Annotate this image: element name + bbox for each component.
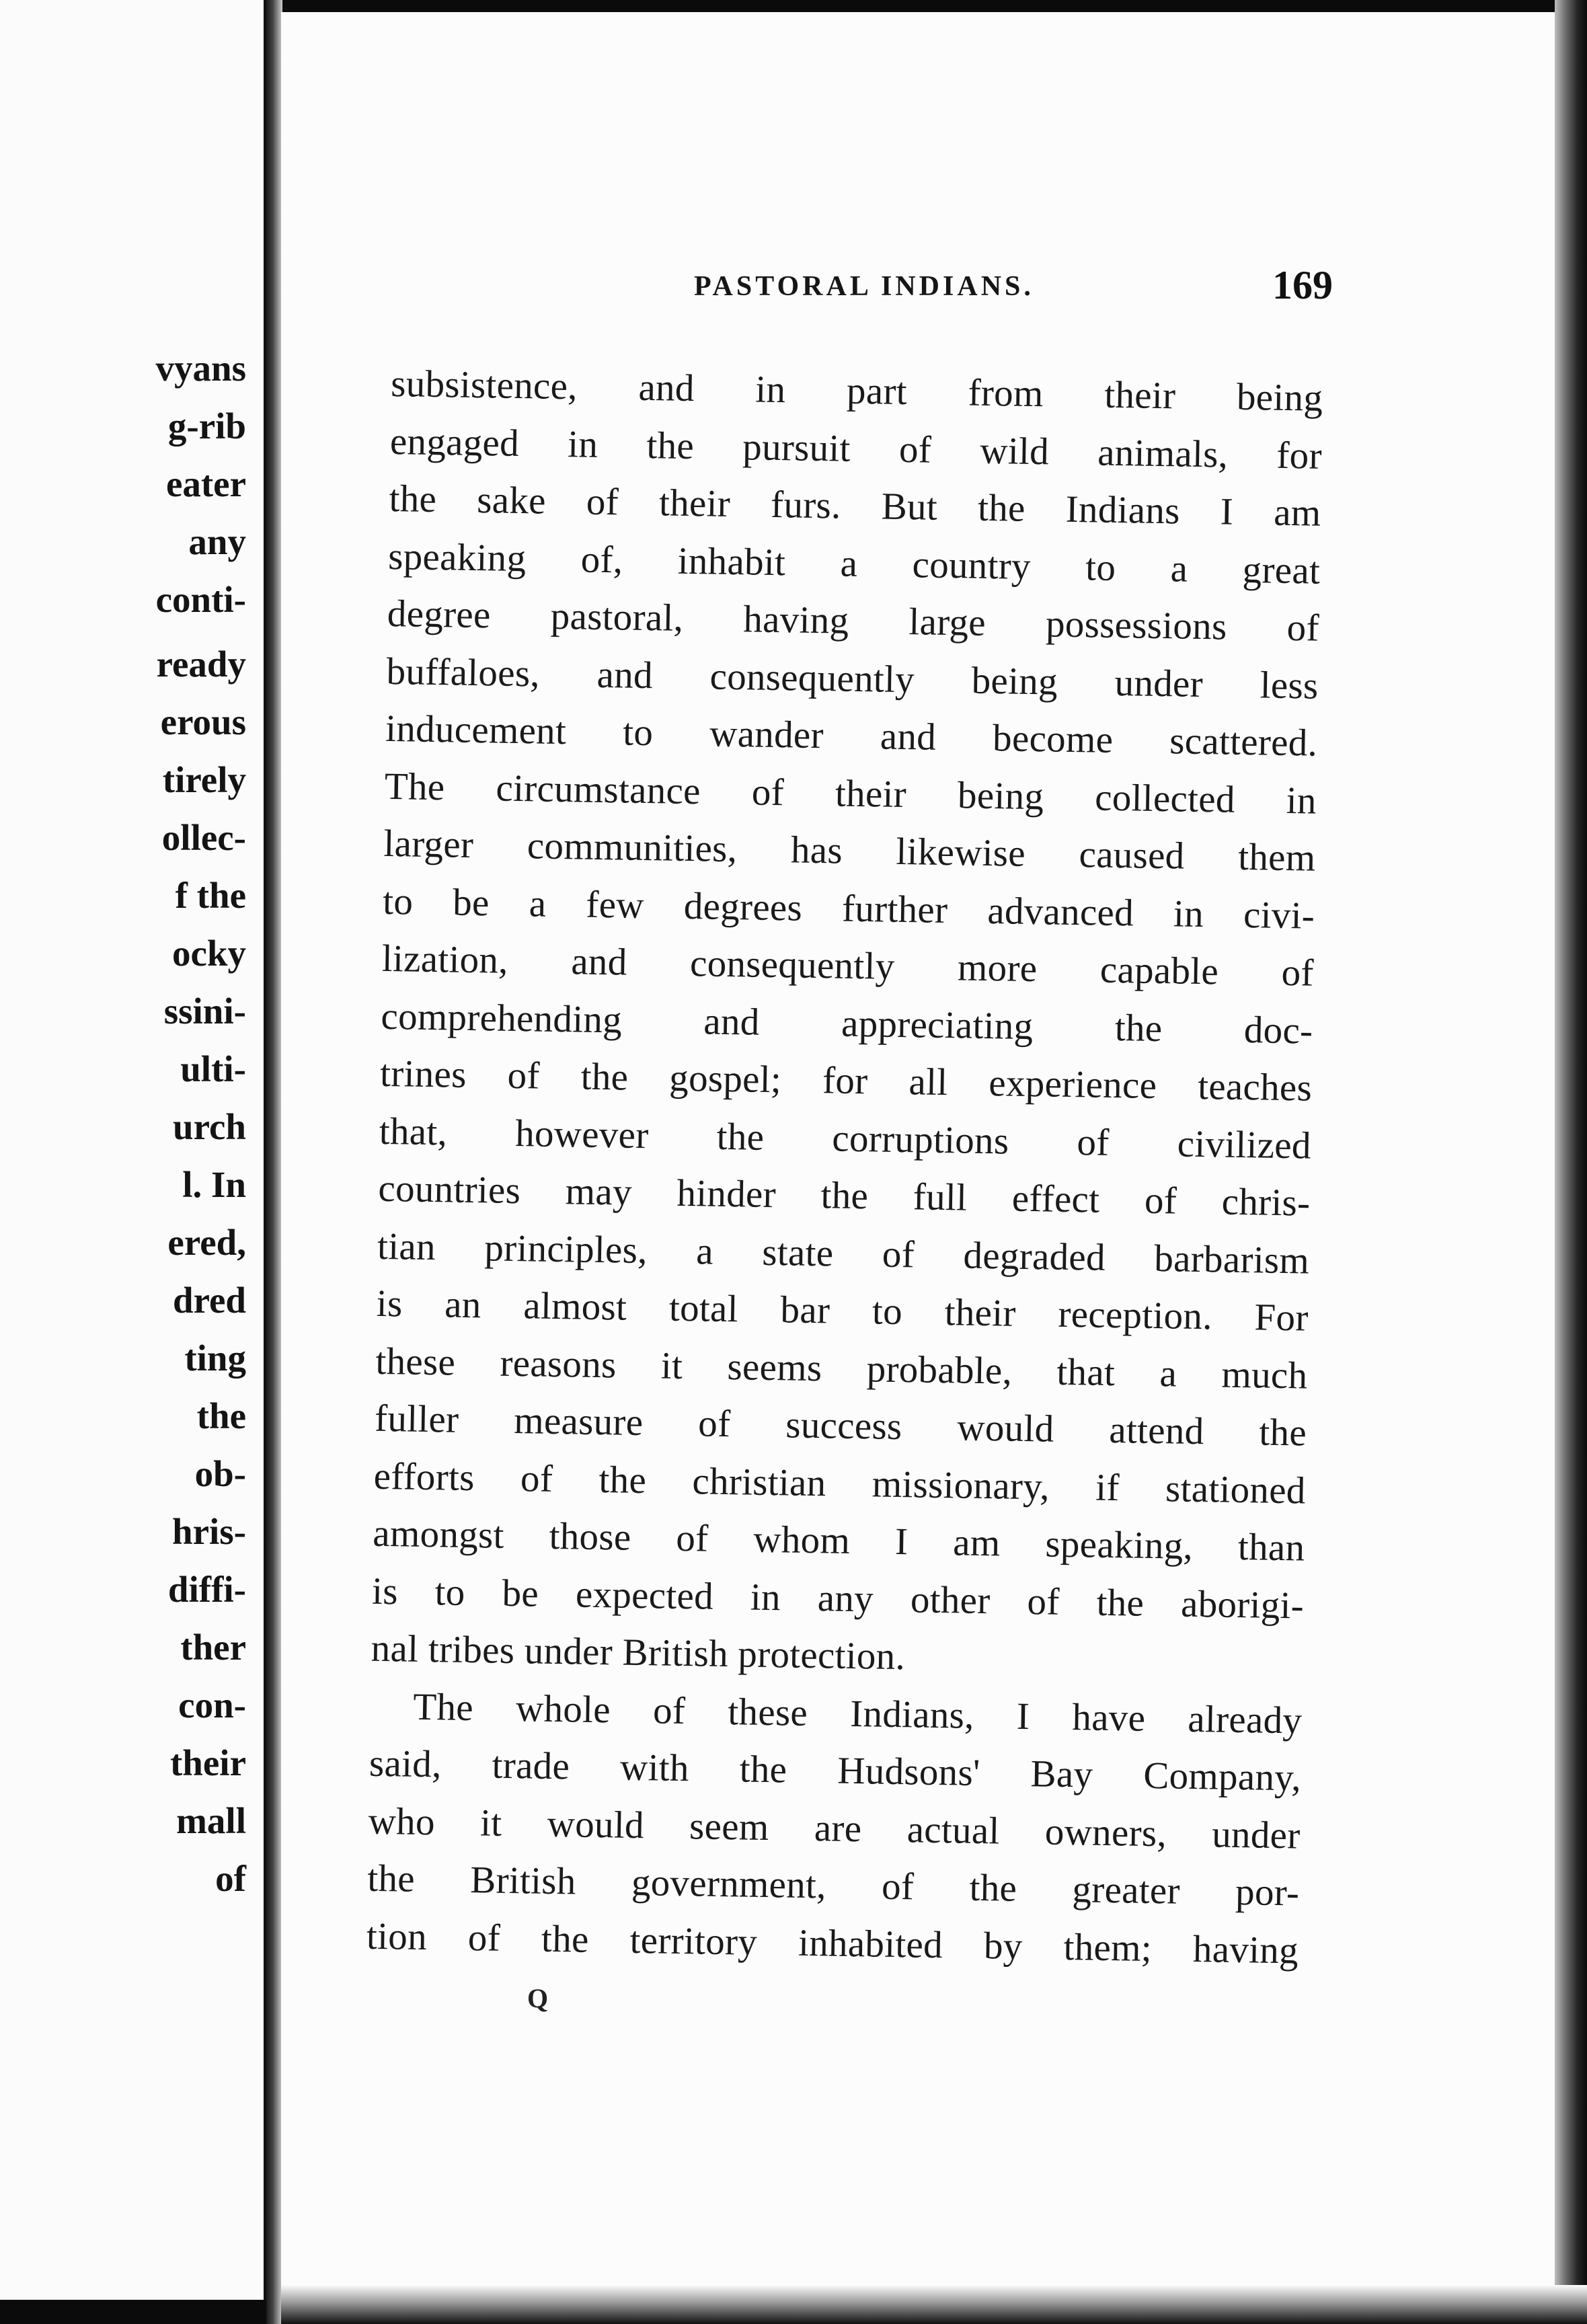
text-line: is an almost total bar to their reception. For (376, 1282, 1309, 1340)
book-gutter-shadow (266, 0, 282, 2324)
left-fragment: g-rib (167, 405, 246, 447)
left-fragment: tirely (162, 759, 246, 800)
left-fragment: con- (178, 1684, 246, 1726)
left-fragment: ther (180, 1627, 246, 1668)
text-line: buffaloes, and consequently being under less (386, 650, 1319, 707)
text-line: that, however the corruptions of civilized (379, 1110, 1312, 1167)
paragraph-first-line: The whole of these Indians, I have already (412, 1685, 1303, 1742)
left-fragment: diffi- (167, 1569, 246, 1610)
left-fragment: ulti- (180, 1048, 246, 1089)
text-line: who it would seem are actual owners, under (368, 1799, 1301, 1857)
left-fragment: ob- (194, 1453, 246, 1494)
text-line: trines of the gospel; for all experience teaches (379, 1052, 1313, 1110)
text-line: degree pastoral, having large possessions of (387, 592, 1320, 650)
left-fragment: dred (172, 1280, 246, 1321)
running-head: PASTORAL INDIANS. (694, 271, 1034, 302)
text-line: the sake of their furs. But the Indians I am (389, 477, 1321, 535)
text-line: the British government, of the greater por- (366, 1857, 1300, 1914)
text-line: inducement to wander and become scattered. (385, 707, 1318, 765)
left-facing-page (0, 0, 268, 2300)
text-line: lization, and consequently more capable of (381, 937, 1315, 995)
left-fragment: ssini- (163, 991, 246, 1032)
left-fragment: their (169, 1742, 246, 1783)
page-body-text (366, 355, 1323, 1979)
text-line: The circumstance of their being collected in (384, 765, 1317, 822)
left-fragment: urch (172, 1106, 246, 1147)
left-fragment: the (196, 1395, 246, 1436)
text-line: these reasons it seems probable, that a much (375, 1340, 1308, 1397)
text-line: tian principles, a state of degraded barbarism (377, 1225, 1310, 1282)
text-line: to be a few degrees further advanced in civi- (382, 880, 1315, 937)
text-line: engaged in the pursuit of wild animals, for (389, 420, 1323, 477)
left-fragment: mall (176, 1800, 246, 1841)
text-line: countries may hinder the full effect of chris- (378, 1167, 1311, 1225)
left-fragment: erous (160, 701, 246, 742)
page-right-edge-shadow (1555, 0, 1587, 2324)
page-bottom-edge-shadow (281, 2285, 1587, 2324)
left-fragment: ting (184, 1338, 246, 1379)
page-number: 169 (1272, 263, 1333, 307)
left-page-text-fragments (4, 340, 246, 1908)
left-fragment: vyans (155, 348, 246, 389)
left-fragment: ready (156, 644, 246, 685)
left-fragment: of (215, 1858, 246, 1899)
left-fragment: l. In (182, 1164, 246, 1205)
page-header (412, 263, 1333, 320)
left-fragment: ocky (172, 933, 246, 974)
left-fragment: conti- (155, 579, 246, 620)
text-line: comprehending and appreciating the doc- (381, 995, 1313, 1052)
text-line: tion of the territory inhabited by them; having (366, 1914, 1299, 1972)
text-line: said, trade with the Hudsons' Bay Company, (369, 1742, 1302, 1799)
left-fragment: eater (165, 463, 246, 504)
left-fragment: hris- (172, 1511, 246, 1552)
text-line: subsistence, and in part from their being (390, 362, 1323, 420)
text-line: fuller measure of success would attend the (374, 1397, 1307, 1455)
left-fragment: any (188, 521, 246, 562)
text-line: speaking of, inhabit a country to a great (387, 535, 1321, 592)
left-fragment: ollec- (161, 817, 246, 858)
text-line: larger communities, has likewise caused them (383, 822, 1316, 880)
left-fragment: ered, (167, 1222, 246, 1263)
signature-mark: Q (527, 1983, 549, 2013)
text-line: is to be expected in any other of the aborigi- (371, 1570, 1305, 1627)
paragraph-last-line: nal tribes under British protection. (371, 1627, 906, 1678)
text-line: amongst those of whom I am speaking, than (372, 1512, 1305, 1570)
text-line: efforts of the christian missionary, if stationed (373, 1455, 1307, 1512)
left-fragment: f the (175, 875, 246, 916)
